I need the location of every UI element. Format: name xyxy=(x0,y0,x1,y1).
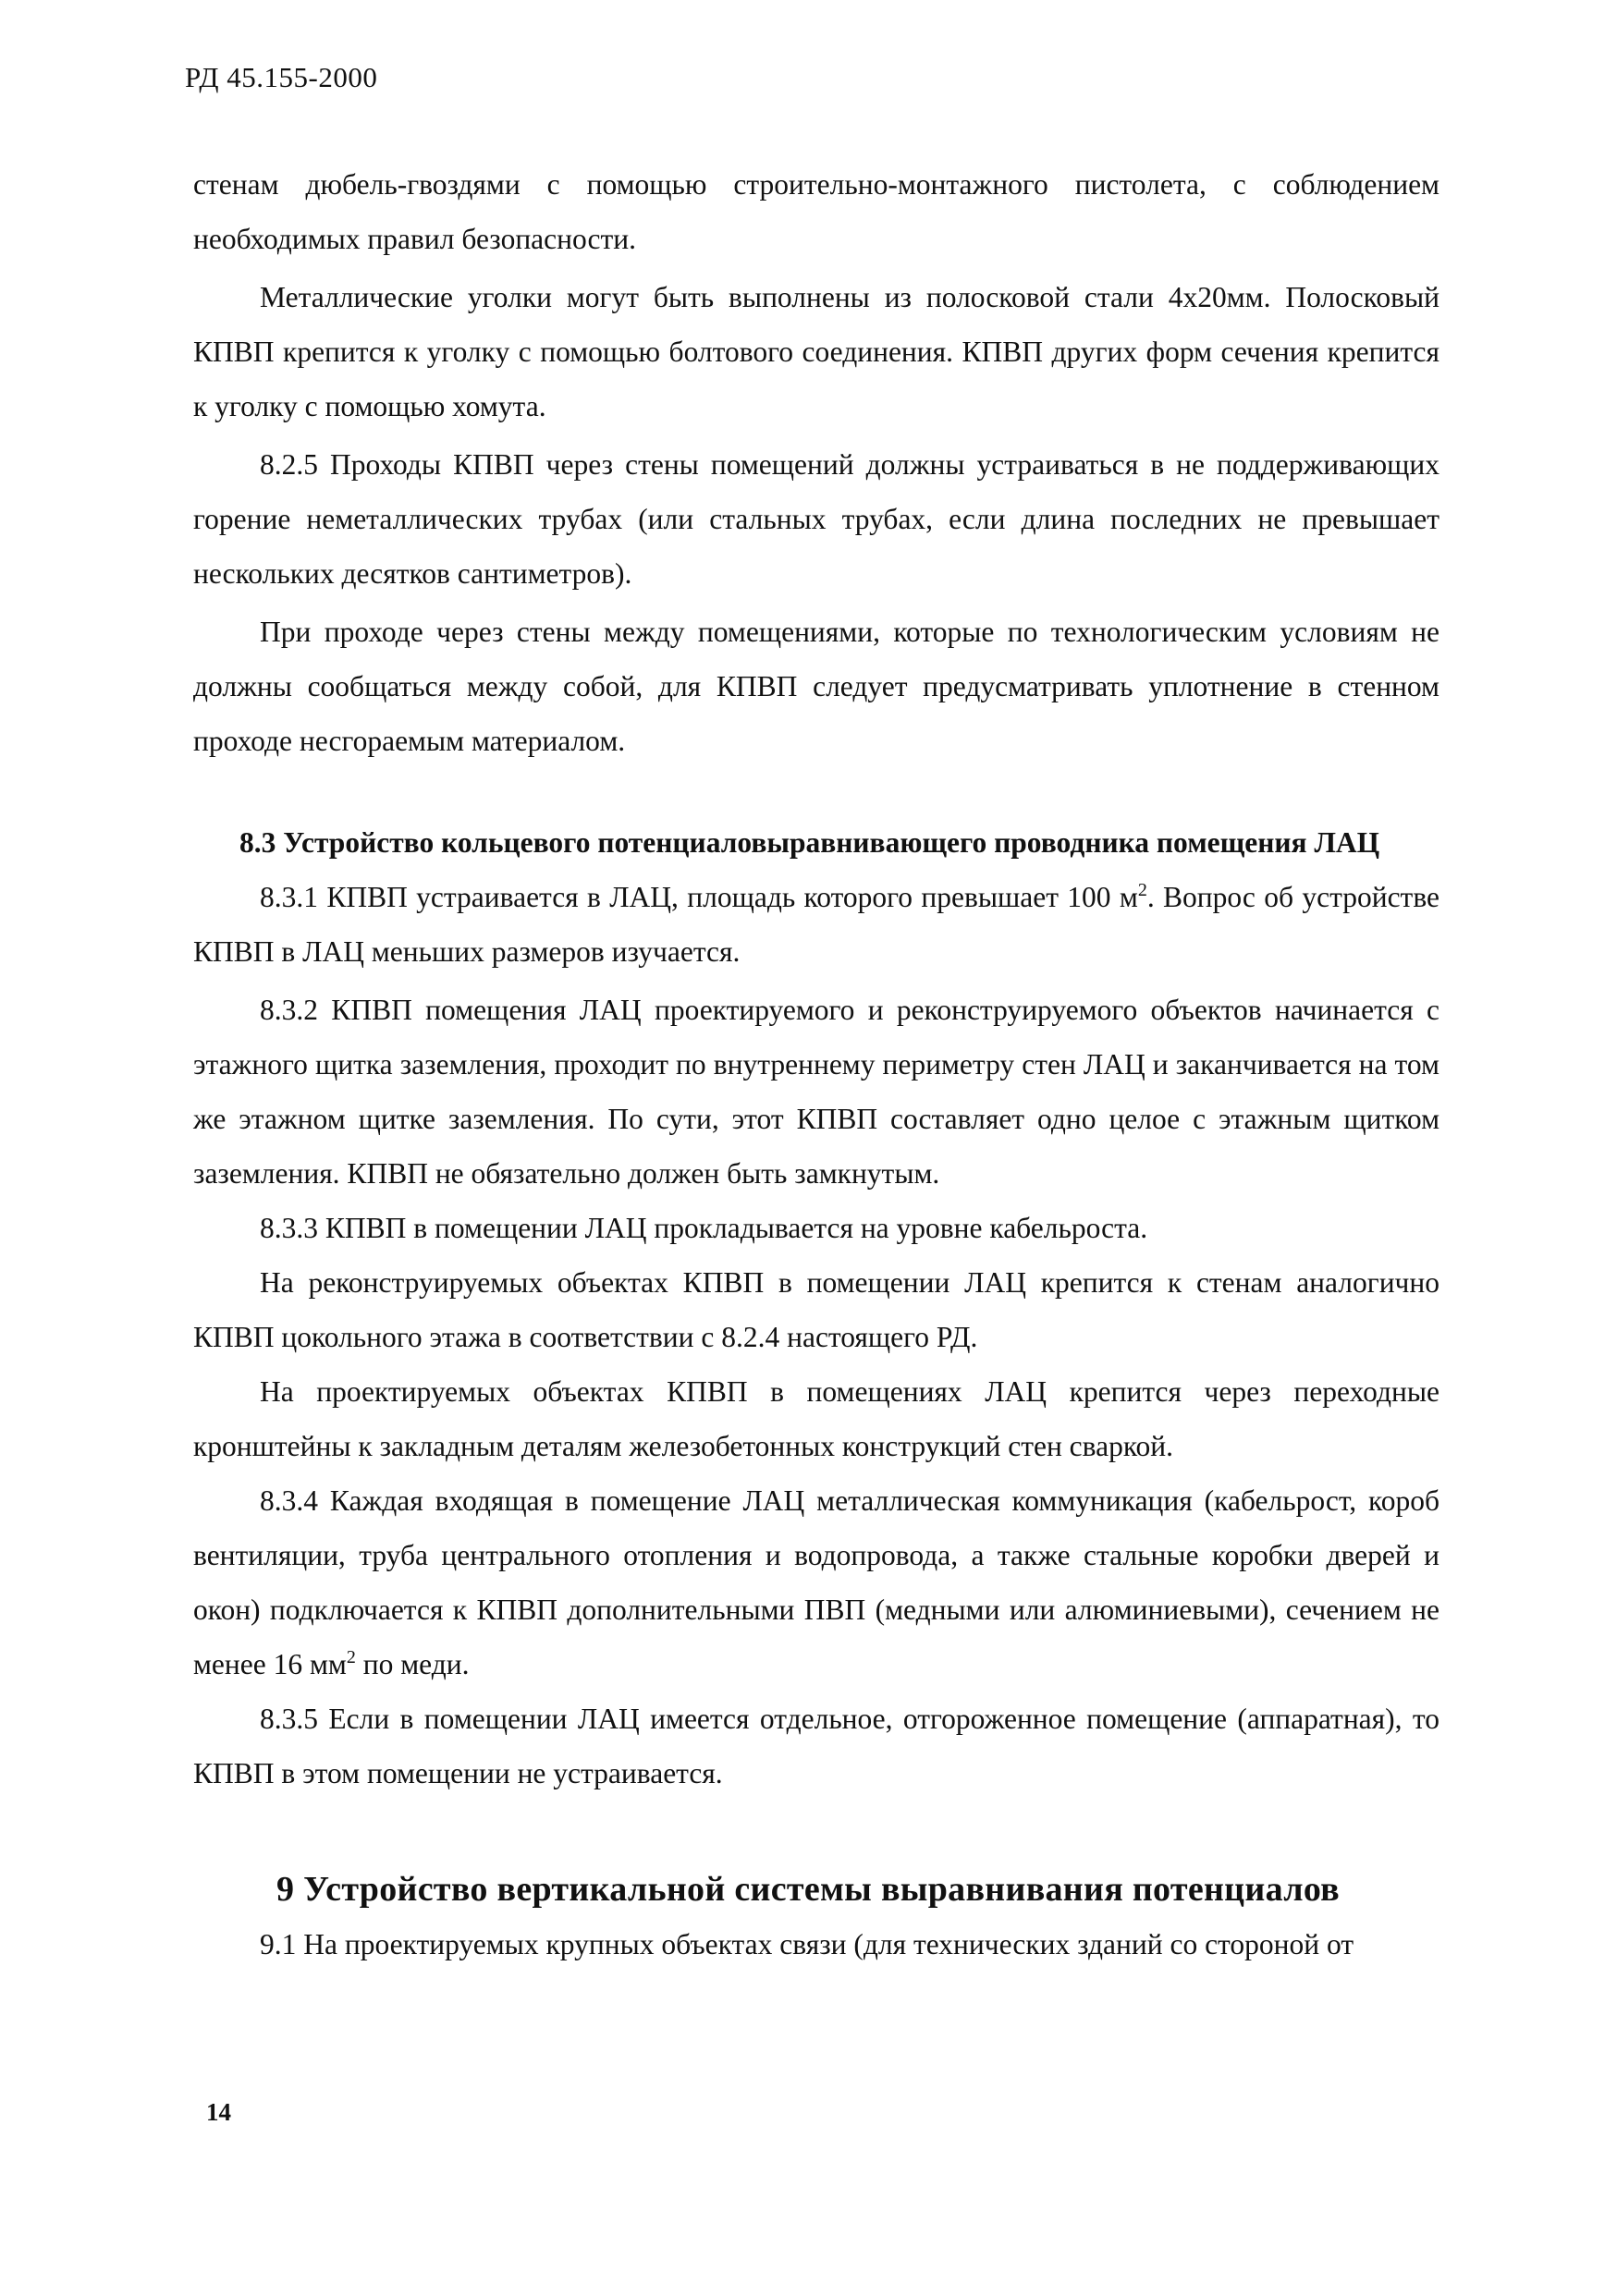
chapter-9-heading: 9 Устройство вертикальной системы выравнивания потенциалов xyxy=(276,1870,1340,1909)
paragraph-metal-angles: Металлические уголки могут быть выполнены из полосковой стали 4х20мм. Полосковый КПВП крепится к уголку с помощью болтового соединения. КПВП других форм сечения крепится к уголку с помощью хомута. xyxy=(193,281,1439,422)
paragraph-8-3-4-text-a: 8.3.4 Каждая входящая в помещение ЛАЦ металлическая коммуникация (кабельрост, короб вентиляции, труба центрального отопления и водопровода, а также стальные коробки дверей и окон) подключается к КПВП дополнительными ПВП (медными или алюминиевыми), сечением не менее 16 мм xyxy=(193,1484,1439,1680)
paragraph-8-3-4 xyxy=(193,1473,1439,1691)
paragraph-8-3-1-text-b: . Вопрос об устройстве КПВП в ЛАЦ меньших размеров изучается. xyxy=(193,881,1439,968)
paragraph-8-2-5: 8.2.5 Проходы КПВП через стены помещений должны устраиваться в не поддерживающих горение неметаллических трубах (или стальных трубах, если длина последних не превышает нескольких десятков сантиметров). xyxy=(193,448,1439,590)
page-number: 14 xyxy=(206,2098,231,2126)
document-header: РД 45.155-2000 xyxy=(185,61,378,93)
paragraph-8-3-1 xyxy=(193,870,1439,979)
paragraph-8-3-3: 8.3.3 КПВП в помещении ЛАЦ прокладывается на уровне кабельроста. xyxy=(260,1212,1148,1244)
section-8-3-heading: 8.3 Устройство кольцевого потенциаловыравнивающего проводника помещения ЛАЦ xyxy=(239,826,1380,859)
superscript-square: 2 xyxy=(1137,880,1147,900)
superscript-square: 2 xyxy=(346,1647,356,1667)
paragraph-continuation: стенам дюбель-гвоздями с помощью строительно-монтажного пистолета, с соблюдением необходимых правил безопасности. xyxy=(193,168,1439,255)
paragraph-designed-objects: На проектируемых объектах КПВП в помещениях ЛАЦ крепится через переходные кронштейны к закладным деталям железобетонных конструкций стен сваркой. xyxy=(193,1375,1439,1462)
paragraph-reconstructed-objects: На реконструируемых объектах КПВП в помещении ЛАЦ крепится к стенам аналогично КПВП цокольного этажа в соответствии с 8.2.4 настоящего РД. xyxy=(193,1266,1439,1353)
paragraph-8-3-1-text-a: 8.3.1 КПВП устраивается в ЛАЦ, площадь которого превышает 100 м xyxy=(260,881,1138,913)
paragraph-8-3-5: 8.3.5 Если в помещении ЛАЦ имеется отдельное, отгороженное помещение (аппаратная), то КПВП в этом помещении не устраивается. xyxy=(193,1703,1439,1789)
paragraph-wall-passage-sealing: При проходе через стены между помещениями, которые по технологическим условиям не должны сообщаться между собой, для КПВП следует предусматривать уплотнение в стенном проходе несгораемым материалом. xyxy=(193,616,1439,757)
paragraph-8-3-4-text-b: по меди. xyxy=(355,1648,470,1680)
paragraph-9-1: 9.1 На проектируемых крупных объектах связи (для технических зданий со стороной от xyxy=(260,1928,1354,1960)
paragraph-8-3-2: 8.3.2 КПВП помещения ЛАЦ проектируемого и реконструируемого объектов начинается с этажного щитка заземления, проходит по внутреннему периметру стен ЛАЦ и заканчивается на том же этажном щитке заземления. По сути, этот КПВП составляет одно целое с этажным щитком заземления. КПВП не обязательно должен быть замкнутым. xyxy=(193,994,1439,1190)
document-body xyxy=(193,157,1439,1972)
